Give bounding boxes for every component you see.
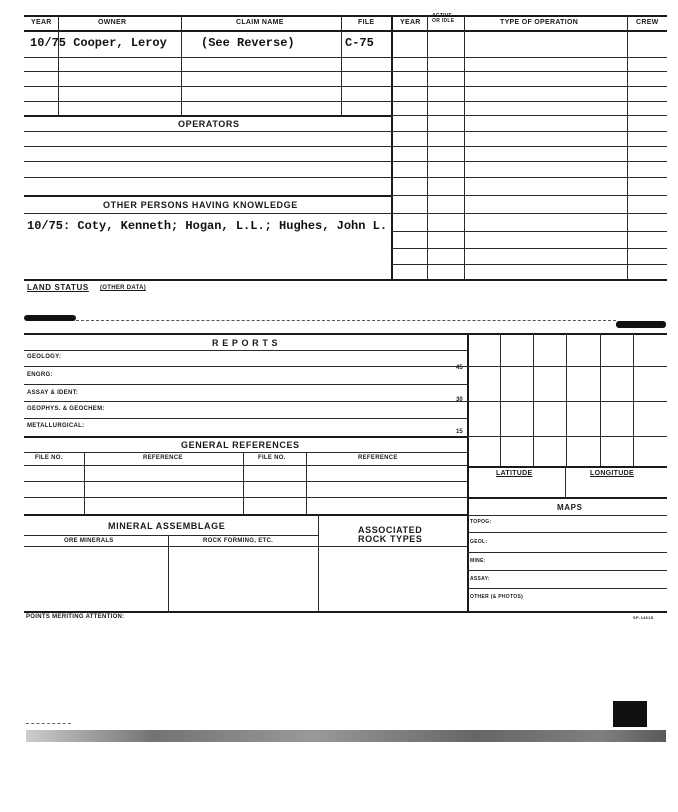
row-line (391, 101, 667, 102)
mineral-assemblage-title: MINERAL ASSEMBLAGE (108, 521, 226, 531)
grid-line (533, 333, 534, 466)
row-line (24, 452, 467, 453)
col-divider (318, 514, 319, 611)
general-references-title: GENERAL REFERENCES (181, 440, 300, 450)
report-assay: ASSAY & IDENT: (27, 390, 79, 396)
row-line (24, 101, 391, 102)
grid-line (467, 466, 667, 468)
row-line (24, 161, 391, 162)
land-status-sub: (OTHER DATA) (100, 285, 147, 291)
row-line (391, 195, 667, 196)
col-divider (168, 535, 169, 611)
row-line (467, 552, 667, 553)
row-line (391, 177, 667, 178)
land-status-label: LAND STATUS (27, 283, 89, 292)
scale-30: 30 (456, 397, 463, 403)
col-divider (427, 15, 428, 279)
operators-title: OPERATORS (178, 119, 240, 129)
top-border (24, 15, 667, 17)
scale-45: 45 (456, 365, 463, 371)
associated-label: ASSOCIATED (358, 525, 423, 535)
row-line (467, 588, 667, 589)
rock-types-label: ROCK TYPES (358, 534, 423, 544)
other-persons-title: OTHER PERSONS HAVING KNOWLEDGE (103, 200, 298, 210)
owner-entry: 10/75 Cooper, Leroy (30, 36, 167, 50)
top-table-bottom (24, 279, 667, 281)
col-divider (341, 15, 342, 115)
row-line (24, 350, 467, 351)
row-line (391, 264, 667, 265)
scale-15: 15 (456, 429, 463, 435)
row-line (391, 115, 667, 116)
row-line (391, 213, 667, 214)
col-divider (565, 466, 566, 498)
dashed-line (76, 320, 616, 321)
report-metallurgical: METALLURGICAL: (27, 423, 85, 429)
row-line (24, 465, 467, 466)
col-divider (464, 15, 465, 279)
col-divider (243, 452, 244, 514)
maps-other: OTHER (& PHOTOS) (470, 594, 524, 600)
row-line (24, 177, 391, 178)
row-line (24, 71, 391, 72)
row-line (391, 161, 667, 162)
col-divider (391, 15, 393, 279)
row-line (391, 71, 667, 72)
row-line (24, 436, 467, 438)
row-line (24, 195, 391, 197)
header-crew: CREW (636, 19, 659, 26)
col-divider (627, 15, 628, 279)
row-line (24, 86, 391, 87)
reports-top-line (24, 333, 667, 335)
claim-entry: (See Reverse) (201, 36, 295, 50)
grid-line (500, 333, 501, 466)
row-line (391, 248, 667, 249)
grid-line (566, 333, 567, 466)
header-year-right: YEAR (400, 19, 421, 26)
points-meriting-attention: POINTS MERITING ATTENTION: (26, 614, 125, 620)
longitude-label: LONGITUDE (590, 470, 634, 477)
latitude-label: LATITUDE (496, 470, 533, 477)
col-divider (181, 15, 182, 115)
row-line (391, 231, 667, 232)
ref-col-file-2: FILE NO. (258, 455, 286, 461)
ore-minerals-label: ORE MINERALS (64, 538, 114, 544)
form-number: SP-1461S (633, 615, 654, 620)
ref-col-file-1: FILE NO. (35, 455, 63, 461)
row-line (24, 115, 391, 117)
row-line (24, 131, 391, 132)
scan-mark (613, 701, 647, 727)
col-divider (306, 452, 307, 514)
col-divider (84, 452, 85, 514)
row-line (24, 384, 467, 385)
grid-line (600, 333, 601, 466)
row-line (24, 497, 467, 498)
row-line (24, 514, 467, 516)
header-claim-name: CLAIM NAME (236, 19, 284, 26)
row-line (391, 146, 667, 147)
row-line (24, 146, 391, 147)
header-type-of-operation: TYPE OF OPERATION (500, 19, 579, 26)
dashed-line (26, 723, 71, 724)
file-entry: C-75 (345, 36, 374, 50)
row-line (467, 570, 667, 571)
row-line (467, 532, 667, 533)
grid-line (467, 366, 667, 367)
report-engrg: ENGRG: (27, 372, 53, 378)
row-line (24, 401, 467, 402)
report-geophys: GEOPHYS. & GEOCHEM: (27, 406, 105, 412)
maps-geol: GEOL: (470, 539, 488, 545)
row-line (24, 213, 391, 214)
bottom-line (24, 611, 667, 613)
row-line (391, 57, 667, 58)
rock-forming-label: ROCK FORMING, ETC. (203, 538, 274, 544)
row-line (24, 535, 318, 536)
maps-mine: MINE: (470, 558, 486, 564)
row-line (467, 497, 667, 499)
grid-line (467, 436, 667, 437)
row-line (391, 131, 667, 132)
header-file: FILE (358, 19, 375, 26)
reports-title: R E P O R T S (212, 338, 279, 348)
header-owner: OWNER (98, 19, 127, 26)
row-line (467, 515, 667, 516)
row-line (24, 481, 467, 482)
row-line (24, 366, 467, 367)
maps-topog: TOPOG: (470, 519, 492, 525)
other-persons-entry: 10/75: Coty, Kenneth; Hogan, L.L.; Hughes, John L. (27, 219, 388, 233)
header-bottom-line (24, 30, 667, 32)
grid-line (467, 401, 667, 402)
row-line (24, 546, 467, 547)
grid-line (633, 333, 634, 466)
row-line (24, 57, 391, 58)
maps-assay: ASSAY: (470, 576, 490, 582)
col-divider (58, 15, 59, 115)
report-geology: GEOLOGY: (27, 354, 62, 360)
scan-mark (616, 321, 666, 328)
ref-col-reference-2: REFERENCE (358, 455, 398, 461)
ref-col-reference-1: REFERENCE (143, 455, 183, 461)
row-line (24, 418, 467, 419)
scan-smudge (26, 730, 666, 742)
header-year: YEAR (31, 19, 52, 26)
scan-mark (24, 315, 76, 321)
maps-title: MAPS (557, 503, 583, 512)
row-line (391, 86, 667, 87)
header-active-idle: ACTIVE OR IDLE (432, 13, 455, 24)
